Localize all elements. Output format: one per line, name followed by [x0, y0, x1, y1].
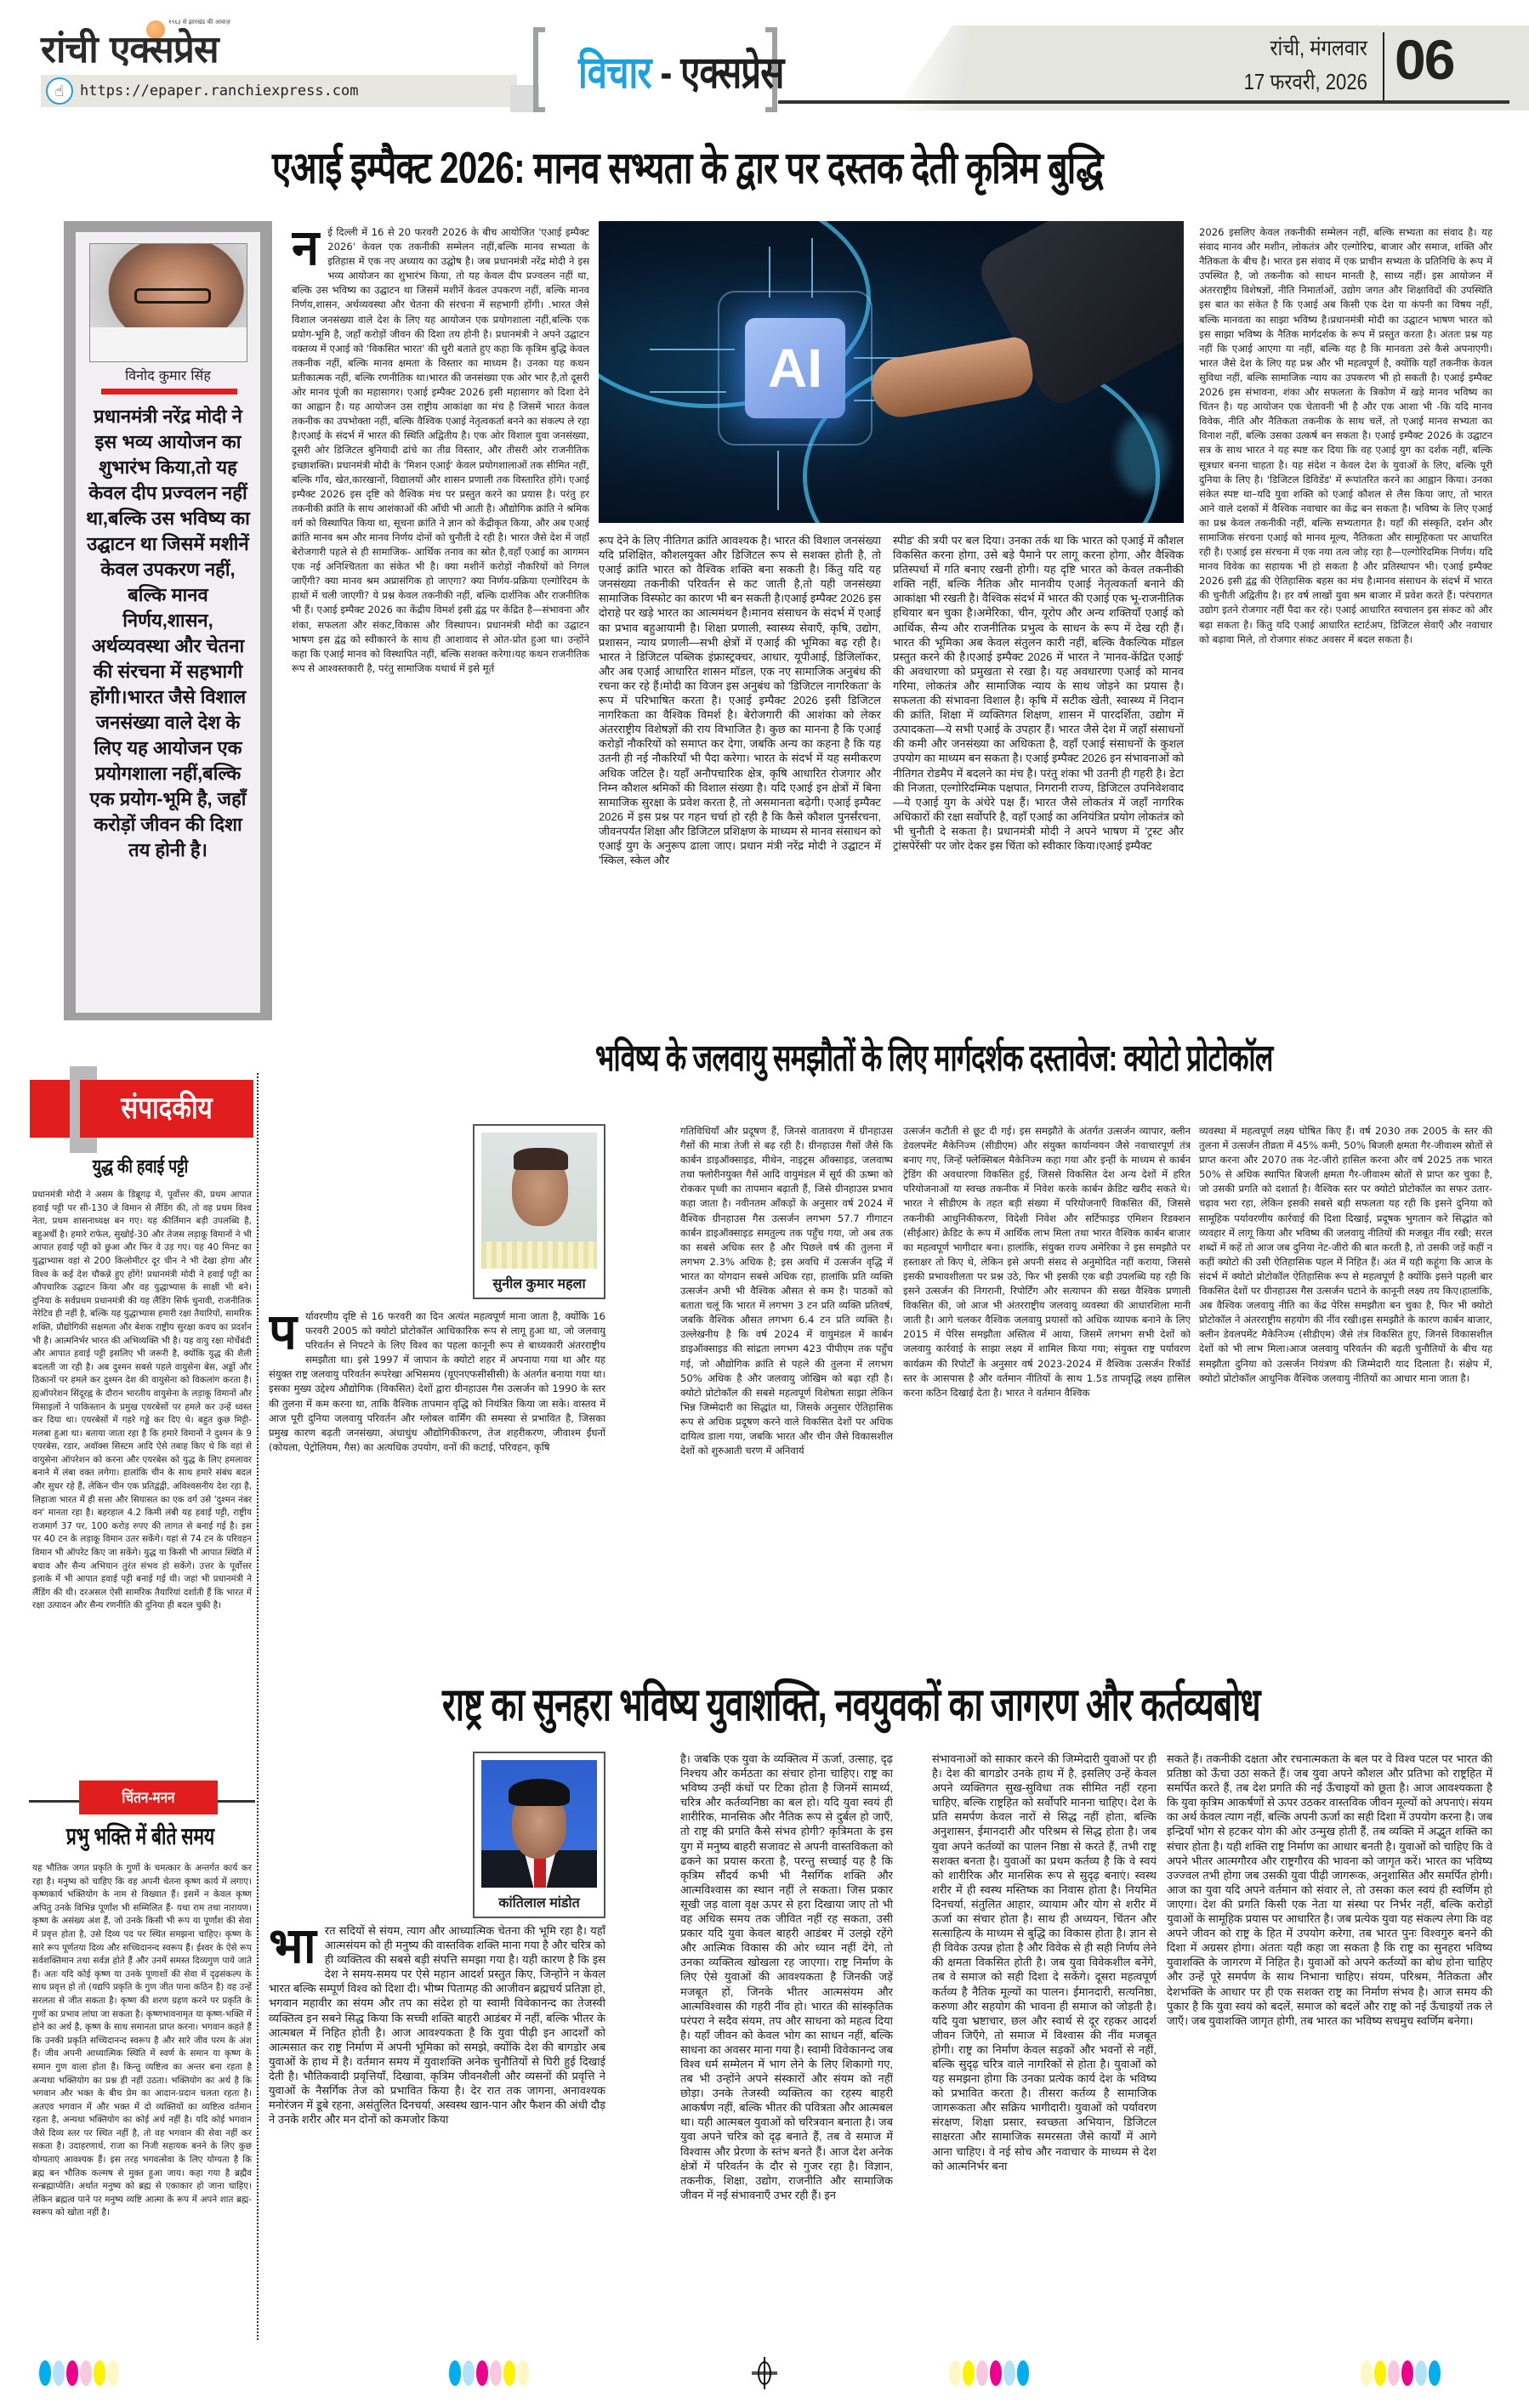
youth-col3: संभावनाओं को साकार करने की जिम्मेदारी युवाओं पर ही है। देश की बागडोर उनके हाथ में है, इसलिए उन्हें केवल अपने व्यक्तिगत सुख-सुविधा तक सीमित नहीं रहना चाहिए, बल्कि राष्ट्रहित को सर्वोपरि मानना चाहिए। देश के प्रति समर्पण केवल नारों से सिद्ध नहीं होता, बल्कि अनुशासन, ईमानदारी और परिश्रम से सिद्ध होता है। जब युवा अपने कर्तव्यों का पालन निष्ठा से करते हैं, तभी राष्ट्र सशक्त बनता है। युवाओं का प्रथम कर्तव्य है कि वे स्वयं को शारीरिक और मानसिक रूप से सुदृढ़ बनाएं। स्वस्थ शरीर में ही स्वस्थ मस्तिष्क का निवास होता है। नियमित दिनचर्या, संतुलित आहार, व्यायाम और योग से शरीर में ऊर्जा का संचार होता है। साथ ही अध्ययन, चिंतन और सत्साहित्य के माध्यम से बुद्धि का विकास होता है। ज्ञान से ही विवेक उत्पन्न होता है और विवेक से ही सही निर्णय लेने की क्षमता विकसित होती है। जब युवा विवेकशील बनेंगे, तब वे समाज को सही दिशा दे सकेंगे। दूसरा महत्वपूर्ण कर्तव्य है नैतिक मूल्यों का पालन। ईमानदारी, सत्यनिष्ठा, करुणा और सहयोग की भावना ही समाज को जोड़ती है। यदि युवा भ्रष्टाचार, छल और स्वार्थ से दूर रहकर आदर्श जीवन जिएँगे, तो समाज में विश्वास की नींव मजबूत होगी। राष्ट्र का निर्माण केवल सड़कों और भवनों से नहीं, बल्कि सुदृढ़ चरित्र वाले नागरिकों से होता है। युवाओं को यह समझना होगा कि उनका प्रत्येक कार्य देश के भविष्य को प्रभावित करता है। तीसरा कर्तव्य है सामाजिक जागरूकता और सक्रिय भागीदारी। युवाओं को पर्यावरण संरक्षण, शिक्षा प्रसार, स्वच्छता अभियान, डिजिटल साक्षरता और सामाजिक समरसता जैसे कार्यों में आगे आना चाहिए। वे नई सोच और नवाचार के माध्यम से देश को आत्मनिर्भर बना — [932, 1752, 1157, 2172]
ai-illustration-image — [599, 221, 1184, 523]
registration-color-bar-1 — [39, 2360, 119, 2386]
ai-author-inner — [76, 232, 260, 1013]
reg-light-magenta — [976, 2360, 988, 2386]
registration-color-bar-2 — [449, 2360, 529, 2386]
editorial-label: संपादकीय — [121, 1090, 213, 1125]
reg-light-yellow — [517, 2360, 529, 2386]
ai-chip-icon: AI — [745, 318, 845, 418]
circuit-trace — [769, 247, 770, 298]
ai-pull-quote: प्रधानमंत्री नरेंद्र मोदी ने इस भव्य आयोजन का शुभारंभ किया,तो यह केवल दीप प्रज्वलन नहीं था,बल्कि उस भविष्य का उद्घाटन था जिसमें मशीनें केवल उपकरण नहीं, बल्कि मानव निर्णय,शासन, अर्थव्यवस्था और चेतना की संरचना में सहभागी होंगी।भारत जैसे विशाल जनसंख्या वाले देश के लिए यह आयोजन एक प्रयोगशाला नहीं,बल्कि एक प्रयोग-भूमि है, जहाँ करोड़ों जीवन की दिशा तय होनी है। — [86, 406, 250, 860]
hand-pointer-icon: ☝ — [46, 77, 73, 105]
reg-light-magenta — [1388, 2360, 1400, 2386]
reg-light-cyan — [1415, 2360, 1427, 2386]
kyoto-col1-text: र्यावरणीय दृष्टि से 16 फरवरी का दिन अत्यंत महत्वपूर्ण माना जाता है, क्योंकि 16 फरवरी 2005 को क्योटो प्रोटोकॉल आधिकारिक रूप से लागू हुआ था, जो जलवायु परिवर्तन से निपटने के लिए विश्व का पहला कानूनी रूप से बाध्यकारी अंतरराष्ट्रीय समझौता था। इसे 1997 में जापान के क्योटो शहर में अपनाया गया था और यह संयुक्त राष्ट्र जलवायु परिवर्तन रूपरेखा अभिसमय (यूएनएफसीसीसी) के अंतर्गत बनाया गया था। इसका मुख्य उद्देश्य औद्योगिक (विकसित) देशों द्वारा ग्रीनहाउस गैस उत्सर्जन को 1990 के स्तर की तुलना में कम करना था, ताकि वैश्विक तापमान वृद्धि को नियंत्रित किया जा सके। वास्तव में आज पूरी दुनिया जलवायु परिवर्तन और ग्लोबल वार्मिंग की समस्या से प्रभावित है, जिसका प्रमुख कारण बढ़ती जनसंख्या, अंधाधुंध औद्योगिकीकरण, तेज शहरीकरण, जीवाश्म ईंधनों (कोयला, पेट्रोलियम, गैस) का अत्यधिक उपयोग, वनों की कटाई, परिवहन, कृषि — [269, 1310, 605, 1453]
photo-hair — [514, 1148, 568, 1170]
kyoto-col1 — [269, 1309, 605, 1667]
reg-light-cyan — [463, 2360, 475, 2386]
ai-author-box — [64, 221, 272, 1020]
chintan-label: चिंतन-मनन — [122, 1789, 175, 1806]
photo-shirt — [481, 1241, 597, 1269]
photo-tie — [534, 1854, 546, 1888]
reg-light-yellow — [949, 2360, 961, 2386]
kyoto-author-box — [473, 1124, 605, 1299]
registration-crosshair-icon — [755, 2357, 774, 2389]
url-bar — [41, 75, 517, 107]
author-photo-sunil — [481, 1133, 597, 1269]
column-divider-dotted — [257, 1073, 259, 2340]
youth-col4: सकते हैं। तकनीकी दक्षता और रचनात्मकता के बल पर वे विश्व पटल पर भारत की प्रतिष्ठा को ऊँचा उठा सकते हैं। जब युवा अपने कौशल और प्रतिभा को राष्ट्रहित में समर्पित करते हैं, तब देश प्रगति की नई ऊँचाइयों को छूता है। आज आवश्यकता है कि युवा कृत्रिम आकर्षणों से ऊपर उठकर वास्तविक जीवन मूल्यों को अपनाएं। संयम का अर्थ केवल त्याग नहीं, बल्कि अपनी ऊर्जा का सही दिशा में उपयोग करना है। जब इन्द्रियाँ भोग से हटकर योग की ओर उन्मुख होती हैं, तब व्यक्ति में अद्भुत शक्ति का संचार होता है। यही शक्ति राष्ट्र निर्माण का आधार बनती है। युवाओं को चाहिए कि वे अपने भीतर आत्मगौरव और राष्ट्रगौरव की भावना को जागृत करें। भारत का भविष्य उज्ज्वल तभी होगा जब उसकी युवा पीढ़ी जागरूक, अनुशासित और समर्पित होगी। आज का युवा यदि अपने वर्तमान को संवार ले, तो उसका कल स्वयं ही स्वर्णिम हो जाएगा। देश की प्रगति किसी एक नेता या संस्था पर निर्भर नहीं, बल्कि करोड़ों युवाओं के सामूहिक प्रयास पर आधारित है। जब प्रत्येक युवा यह संकल्प लेगा कि वह अपने जीवन को राष्ट्र के हित में उपयोग करेगा, तब भारत पुनः विश्वगुरु बनने की दिशा में अग्रसर होगा। अंततः यही कहा जा सकता है कि राष्ट्र का सुनहरा भविष्य युवाशक्ति के जागरण में निहित है। युवाओं को अपने कर्तव्यों का बोध होना चाहिए और उन्हें पूरे समर्पण के साथ निभाना चाहिए। संयम, परिश्रम, नैतिकता और देशभक्ति के आधार पर ही एक सशक्त राष्ट्र का निर्माण संभव है। आज समय की पुकार है कि युवा स्वयं को बदलें, समाज को बदलें और राष्ट्र को नई ऊँचाइयों तक ले जाएँ। जब युवाशक्ति जागृत होगी, तब भारत का भविष्य सचमुच स्वर्णिम बनेगा। — [1167, 1752, 1492, 2027]
section-title-express: एक्सप्रेस — [680, 48, 784, 98]
page-number-divider — [1383, 32, 1384, 100]
reg-yellow — [1374, 2360, 1386, 2386]
reg-light-yellow — [1361, 2360, 1373, 2386]
youth-headline: राष्ट्र का सुनहरा भविष्य युवाशक्ति, नवयुवकों का जागरण और कर्तव्यबोध — [442, 1679, 1260, 1730]
kyoto-dropcap: प — [269, 1309, 297, 1360]
reg-magenta — [66, 2360, 78, 2386]
author-photo-vinod — [89, 243, 247, 362]
kyoto-col2: गतिविधियाँ और प्रदूषण हैं, जिनसे वातावरण में ग्रीनहाउस गैसों की मात्रा तेजी से बढ़ रही है। ग्रीनहाउस गैसों जैसे कि कार्बन डाइऑक्साइड, मीथेन, नाइट्रस ऑक्साइड, जलवाष्प तथा फ्लोरीनयुक्त गैसें आदि वायुमंडल में सूर्य की ऊष्मा को रोककर पृथ्वी का तापमान बढ़ाती हैं, जिसे ग्रीनहाउस प्रभाव कहा जाता है। नवीनतम आँकड़ों के अनुसार वर्ष 2024 में वैश्विक ग्रीनहाउस गैस उत्सर्जन लगभग 57.7 गीगाटन कार्बन डाइऑक्साइड समतुल्य तक पहुँच गया, जो अब तक का सबसे अधिक स्तर है और पिछले वर्ष की तुलना में लगभग 2.3% अधिक है; इस अवधि में उत्सर्जन वृद्धि में भारत का योगदान सबसे अधिक रहा, हालांकि प्रति व्यक्ति उत्सर्जन अभी भी वैश्विक औसत से कम है। पाठकों को बताता चलूं कि भारत में लगभग 3 टन प्रति व्यक्ति प्रतिवर्ष, जबकि वैश्विक औसत लगभग 6.4 टन प्रति व्यक्ति है। उल्लेखनीय है कि वर्ष 2024 में वायुमंडल में कार्बन डाइऑक्साइड की सांद्रता लगभग 423 पीपीएम तक पहुँच गई, जो औद्योगिक क्रांति से पहले की तुलना में लगभग 50% अधिक है और जलवायु जोखिम को बढ़ा रही है। क्योटो प्रोटोकॉल की सबसे महत्वपूर्ण विशेषता साझा लेकिन भिन्न जिम्मेदारी का सिद्धांत था, जिसके अनुसार ऐतिहासिक रूप से अधिक प्रदूषण करने वाले विकसित देशों पर अधिक दायित्व डाला गया, जबकि भारत और चीन जैसे विकासशील देशों को शुरुआती चरण में अनिवार्य — [680, 1125, 893, 1457]
kyoto-col4: व्यवस्था में महत्वपूर्ण लक्ष्य घोषित किए हैं। वर्ष 2030 तक 2005 के स्तर की तुलना में उत्सर्जन तीव्रता में 45% कमी, 50% बिजली क्षमता गैर-जीवाश्म स्रोतों से प्राप्त करना और 2070 तक नेट-जीरो हासिल करना और वर्ष 2025 तक भारत 50% से अधिक स्थापित बिजली क्षमता गैर-जीवाश्म स्रोतों से प्राप्त कर चुका है, जो उसकी प्रगति को दशार्ता है। वैश्विक स्तर पर क्योटो प्रोटोकॉल का सफर उतार-चढ़ाव भरा रहा, लेकिन इसकी सबसे बड़ी सफलता यह रही कि इसने दुनिया को सामूहिक पर्यावरणीय कार्रवाई की दिशा दिखाई, प्रदूषक भुगतान करे सिद्धांत को व्यवहार में लागू किया और भविष्य की जलवायु नीतियों की मजबूत नींव रखी; सरल शब्दों में कहें तो आज जब दुनिया नेट-जीरो की बात करती है, तो उसकी जड़ें कहीं न कहीं क्योटो की उसी ऐतिहासिक पहल में निहित हैं। अंत में यही कहूंगा कि आज के संदर्भ में क्योटो प्रोटोकॉल ऐतिहासिक रूप से महत्वपूर्ण है क्योंकि इसने पहली बार विकसित देशों पर ग्रीनहाउस गैस उत्सर्जन घटाने के कानूनी लक्ष्य तय किए।हालांकि, अब वैश्विक जलवायु नीति का केंद्र पेरिस समझौता बन चुका है, फिर भी क्योटो प्रोटोकॉल ने अंतरराष्ट्रीय सहयोग की नींव रखी।इस समझौते के कारण कार्बन बाजार, क्लीन डेवलपमेंट मैकेनिज्म (सीडीएम) जैसे तंत्र विकसित हुए, जिनसे विकासशील देशों को भी लाभ मिला।आज जलवायु परिवर्तन की बढ़ती चुनौतियों के बीच यह समझौता दुनिया को उत्सर्जन नियंत्रण की जिम्मेदारी याद दिलाता है। संक्षेप में, क्योटो प्रोटोकॉल आधुनिक वैश्विक जलवायु नीतियों का आधार माना जाता है। — [1199, 1125, 1492, 1384]
registration-color-bar-3 — [949, 2360, 1029, 2386]
newspaper-logo — [41, 19, 296, 73]
reg-yellow — [94, 2360, 105, 2386]
ai-article-headline: एआई इम्पैक्ट 2026: मानव सभ्यता के द्वार पर दस्तक देती कृत्रिम बुद्धि — [272, 144, 1103, 193]
editorial-red-block — [30, 1080, 71, 1138]
reg-light-magenta — [490, 2360, 502, 2386]
circuit-trace — [777, 451, 779, 510]
reg-magenta — [476, 2360, 488, 2386]
reg-yellow — [963, 2360, 975, 2386]
kyoto-headline: भविष्य के जलवायु समझौतों के लिए मार्गदर्शक दस्तावेज: क्योटो प्रोटोकॉल — [595, 1037, 1273, 1079]
left-bracket-decor — [533, 27, 545, 112]
reg-light-yellow — [107, 2360, 119, 2386]
photo-glasses — [134, 288, 211, 304]
youth-col1 — [269, 1923, 605, 2348]
youth-author-name: कांतिलाल मांडोत — [498, 1896, 580, 1911]
kyoto-col3: उत्सर्जन कटौती से छूट दी गई। इस समझौते के अंतर्गत उत्सर्जन व्यापार, क्लीन डेवलपमेंट मैकेनिज्म (सीडीएम) और संयुक्त कार्यान्वयन जैसे नवाचारपूर्ण तंत्र बनाए गए, जिन्हें फ्लेक्सिबल मैकेनिज्म कहा गया और इन्हीं के माध्यम से कार्बन ट्रेडिंग की अवधारणा विकसित हुई, जिससे विकसित देश अन्य देशों में हरित परियोजनाओं या स्वच्छ तकनीक में निवेश करके कार्बन क्रेडिट खरीद सकते थे। भारत ने सीडीएम के तहत बड़ी संख्या में परियोजनाएँ विकसित कीं, जिससे तकनीकी आधुनिकीकरण, विदेशी निवेश और सर्टिफाइड एमिशन रिडक्शन (सीईआर) क्रेडिट के रूप में आर्थिक लाभ मिला तथा भारत वैश्विक कार्बन बाजार का महत्वपूर्ण भागीदार बना। हालांकि, संयुक्त राज्य अमेरिका ने इस समझौते पर हस्ताक्षर तो किए थे, लेकिन इसे अपनी संसद से अनुमोदित नहीं कराया, जिससे इसकी प्रभावशीलता पर प्रश्न उठे, फिर भी इसकी एक बड़ी उपलब्धि यह रही कि इसने उत्सर्जन की निगरानी, रिपोर्टिंग और सत्यापन की सख्त वैश्विक प्रणाली विकसित की, जो आज भी अंतरराष्ट्रीय जलवायु व्यवस्था की आधारशिला मानी जाती है। आगे चलकर वैश्विक जलवायु प्रयासों को अधिक व्यापक बनाने के लिए 2015 में पेरिस समझौता अस्तित्व में आया, जिसमें लगभग सभी देशों को जलवायु कार्रवाई के साझा लक्ष्य में शामिल किया गया; संयुक्त राष्ट्र पर्यावरण कार्यक्रम की रिपोर्टों के अनुसार वर्ष 2023-2024 में वैश्विक उत्सर्जन रिकॉर्ड स्तर के आसपास है और वर्तमान नीतियों के साथ 1.5ड तापवृद्धि लक्ष्य हासिल करना कठिन दिखाई देता है। भारत ने वर्तमान वैश्विक — [903, 1125, 1191, 1399]
epaper-url-link[interactable]: https://epaper.ranchiexpress.com — [80, 82, 359, 99]
dateline — [1244, 31, 1367, 99]
youth-col2: है। जबकि एक युवा के व्यक्तित्व में ऊर्जा, उत्साह, दृढ़ निश्चय और कर्मठता का संचार होना चाहिए। राष्ट्र का भविष्य उन्हीं कंधों पर टिका होता है जिनमें सामर्थ्य, चरित्र और कर्तव्यनिष्ठा का बल हो। यदि युवा स्वयं ही शारीरिक, मानसिक और नैतिक रूप से दुर्बल हो जाएँ, तो राष्ट्र की प्रगति कैसे संभव होगी? कृत्रिमता के इस युग में मनुष्य बाहरी सजावट से अपनी वास्तविकता को ढकने का प्रयास करता है, परन्तु सच्चाई यह है कि कृत्रिम सौंदर्य कभी भी नैसर्गिक शक्ति और आत्मविश्वास का स्थान नहीं ले सकता। जिस प्रकार सूखी जड़ वाला वृक्ष ऊपर से हरा दिखाया जाए तो भी वह अधिक समय तक जीवित नहीं रह सकता, उसी प्रकार यदि युवा केवल बाहरी आडंबर में उलझे रहेंगे और आत्मिक विकास की ओर ध्यान नहीं देंगे, तो उनका व्यक्तित्व खोखला रह जाएगा। राष्ट्र निर्माण के लिए ऐसे युवाओं की आवश्यकता है जिनकी जड़ें मजबूत हों, जिनके भीतर आत्मसंयम और आत्मविश्वास की गहरी नींव हो। भारत की सांस्कृतिक परंपरा ने सदैव संयम, तप और साधना को महत्व दिया है। यहाँ जीवन को केवल भोग का साधन नहीं, बल्कि साधना का अवसर माना गया है। स्वामी विवेकानन्द जब विश्व धर्म सम्मेलन में भाग लेने के लिए शिकागो गए, तब भी उन्होंने अपने संस्कारों और संयम को नहीं छोड़ा। उनके तेजस्वी व्यक्तित्व का रहस्य बाहरी आकर्षण नहीं, बल्कि भीतर की पवित्रता और आत्मबल था। यही आत्मबल युवाओं को चरित्रवान बनाता है। जब युवा अपने चरित्र को दृढ़ बनाते हैं, तब वे समाज में विश्वास और प्रेरणा के स्तंभ बनते हैं। आज देश अनेक क्षेत्रों में परिवर्तन के दौर से गुजर रहा है। विज्ञान, तकनीक, शिक्षा, उद्योग, राजनीति और सामाजिक जीवन में नई संभावनाएँ उभर रही हैं। इन — [680, 1752, 893, 2201]
crosshair-v — [764, 2357, 765, 2389]
registration-color-bar-4 — [1361, 2360, 1441, 2386]
ai-article-col3: स्पीड' की त्रयी पर बल दिया। उनका तर्क था कि भारत को एआई में कौशल विकसित करना होगा, उसे बड़े पैमाने पर लागू करना होगा, और वैश्विक प्रतिस्पर्धा में गति बनाए रखनी होगी। यह दृष्टि भारत को केवल तकनीकी शक्ति नहीं, बल्कि नैतिक और मानवीय एआई नेतृत्वकर्ता बनाने की आकांक्षा भी रखती है। वैश्विक संदर्भ में भारत की एआई एक भू-राजनीतिक हथियार बन चुका है।अमेरिका, चीन, यूरोप और अन्य शक्तियाँ एआई को आर्थिक, सैन्य और राजनीतिक प्रभुत्व के साधन के रूप में देख रही हैं। भारत की भूमिका अब केवल संतुलन कारी नहीं, बल्कि वैकल्पिक मॉडल प्रस्तुत करने की है।एआई इम्पैक्ट 2026 में भारत ने 'मानव-केंद्रित एआई' की अवधारणा को प्रमुखता से रखा है। यह अवधारणा एआई को मानव गरिमा, लोकतंत्र और सामाजिक न्याय के साथ जोड़ने का प्रयास है। सफलता की संभावना विशाल है। कृषि में सटीक खेती, स्वास्थ्य में निदान की क्रांति, शिक्षा में व्यक्तिगत शिक्षण, शासन में पारदर्शिता, उद्योग में उत्पादकता—ये सभी एआई के उपहार हैं। भारत जैसे देश में जहाँ संसाधनों की कमी और जनसंख्या का अधिकता है, वहाँ एआई संसाधनों के कुशल उपयोग का माध्यम बन सकता है। एआई इम्पैक्ट 2026 इन संभावनाओं को नीतिगत रोडमैप में बदलने का मंच है। परंतु शंका भी उतनी ही गहरी है। डेटा की निजता, एल्गोरिदम्मिक पक्षपात, निगरानी राज्य, डिजिटल उपनिवेशवाद—ये एआई युग के अंधेरे पक्ष हैं। भारत जैसे लोकतंत्र में जहाँ नागरिक अधिकारों की रक्षा सर्वोपरि है, वहाँ एआई का अनियंत्रित प्रयोग लोकतंत्र को भी चुनौती दे सकता है। प्रधानमंत्री मोदी ने अपने भाषण में 'ट्रस्ट और ट्रांसपेरेंसी' पर जोर देकर इस चिंता को स्वीकार किया।एआई इम्पैक्ट — [893, 534, 1184, 852]
reg-yellow — [503, 2360, 515, 2386]
ai-article-col2: रूप देने के लिए नीतिगत क्रांति आवश्यक है। भारत की विशाल जनसंख्या यदि प्रशिक्षित, कौशलयुक्त और डिजिटल रूप से सशक्त होती है, तो एआई क्रांति भारत को वैश्विक शक्ति बना सकती है। किंतु यदि यह जनसंख्या तकनीकी परिवर्तन से कट जाती है,तो यही जनसंख्या सामाजिक विस्फोट का कारण भी बन सकती है।एआई इम्पैक्ट 2026 इस दोराहे पर खड़े भारत का आत्ममंथन है।मानव संसाधन के संदर्भ में एआई का प्रभाव बहुआयामी है। शिक्षा प्रणाली, स्वास्थ्य सेवाएँ, कृषि, उद्योग, प्रशासन, न्याय प्रणाली—सभी क्षेत्रों में एआई की भूमिका बढ़ रही है।भारत ने डिजिटल पब्लिक इंफ्रास्ट्रक्चर, आधार, यूपीआई, डिजिलॉकर, और अब एआई आधारित शासन मॉडल, एक नए सामाजिक अनुबंध की रचना कर रहे हैं।मोदी का विजन इस अनुबंध को 'डिजिटल नागरिकता' के रूप में परिभाषित करता है। एआई इम्पैक्ट 2026 इसी डिजिटल नागरिकता का वैश्विक विमर्श है। बेरोजगारी की आशंका को लेकर अंतरराष्ट्रीय विशेषज्ञों की राय विभाजित है। कुछ का मानना है कि एआई करोड़ों नौकरियों को समाप्त कर देगा, जबकि अन्य का कहना है कि यह उतनी ही नई नौकरियाँ भी पैदा करेगा। भारत के संदर्भ में यह समीकरण अधिक जटिल है। यहाँ अनौपचारिक क्षेत्र, कृषि आधारित रोजगार और निम्न कौशल श्रमिकों की विशाल संख्या है। यदि एआई इन क्षेत्रों में बिना सामाजिक सुरक्षा के प्रवेश करता है, तो असमानता बढ़ेगी। एआई इम्पैक्ट 2026 में इस प्रश्न पर गहन चर्चा हो रही है कि कैसे कौशल पुनर्संरचना, जीवनपर्यंत शिक्षा और डिजिटल प्रशिक्षण के माध्यम से मानव संसाधन को एआई युग के अनुरूप ढाला जाए। प्रधान मंत्री नरेंद्र मोदी ने उद्घाटन में 'स्किल, स्केल और — [599, 534, 881, 867]
section-title — [578, 41, 784, 101]
logo-tagline: १९६३ से झारखंड की आवाज़ — [168, 19, 230, 26]
circuit-trace — [650, 391, 726, 393]
reg-light-cyan — [1003, 2360, 1015, 2386]
reg-cyan — [39, 2360, 51, 2386]
section-title-vichar: विचार — [578, 48, 651, 98]
ai-dropcap: न — [292, 225, 320, 275]
photo-hair — [509, 1779, 570, 1806]
reg-light-magenta — [80, 2360, 92, 2386]
youth-dropcap: भा — [269, 1923, 316, 1974]
ai-article-col1 — [292, 225, 589, 1020]
chintan-body: यह भौतिक जगत प्रकृति के गुणों के चमत्कार के अन्तर्गत कार्य कर रहा है। मनुष्य को चाहिए कि वह अपनी चेतना कृष्ण कार्य में लगाए। कृष्णकार्य भक्तियोग के नाम से विख्यात हैं। इसमें न केवल कृष्ण अपितु उनके विभिन्न पूर्णांश भी सम्मिलित हैं- यथा राम तथा नारायण। कृष्ण के असंख्य अंश हैं, जो उनके किसी भी रूप या पूर्णांश की सेवा में प्रवृत्त होता है, उसे दिव्य पद पर स्थित समझना चाहिए। कृष्ण के सारे रूप पूर्णतया दिव्य और सच्चिदानन्द स्वरूप हैं। ईश्वर के ऐसे रूप सर्वशक्तिमान तथा सर्वज्ञ होते हैं और उनमें समस्त दिव्यगुण पाये जाते हैं। अतः यदि कोई कृष्ण या उनके पूणाशों की सेवा में दृढ़संकल्प के साथ प्रवृत्त हो तो (यद्यपि प्रकृति के गुण जीत पाना कठिन है) वह उन्हें सरलता से जीत सकता है। कृष्ण की शरण ग्रहण करने पर प्रकृति के गुणों का प्रभाव लांघा जा सकता है। कृष्णभावनामृत या कृष्ण-भक्ति में होने का अर्थ है, कृष्ण के साथ समानता प्राप्त करना। भगवान कहते हैं कि उनकी प्रकृति सच्चिदानन्द स्वरूप है और सारे जीव परम के अंश हैं। जीव अपनी आध्यात्मिक स्थिति में स्वर्ण के समान या कृष्ण के समान गुण वाला होता है। किन्तु व्यष्टित्व का अन्तर बना रहता है अन्यथा भक्तियोग का प्रश्न ही नहीं उठता। भक्तियोग का अर्थ है कि भगवान और भक्त के बीच प्रेम का आदान-प्रदान चलता रहता है। अतएव भगवान में और भक्त में दो व्यक्तियों का व्यष्टित्व वर्तमान रहता है, अन्यथा भक्तियोग का कोई अर्थ नहीं है। यदि कोई भगवान जैसे दिव्य स्तर पर स्थित नहीं है, तो वह भगवान की सेवा नहीं कर सकता है। उदाहरणार्थ, राजा का निजी सहायक बनने के लिए कुछ योग्यताएं आवश्यक हैं। इस तरह भगवत्सेवा के लिए योग्यता है कि ब्रह्म बन भौतिक कल्मष से मुक्त हुआ जाय। कहा गया है ब्रह्मैव सन्ब्रह्माप्येति। अर्थात मनुष्य को ब्रह्म से एकाकार हो जाना चाहिए। लेकिन ब्रह्मत्व पाने पर मनुष्य व्यष्टि आत्मा के रूप में अपने शात ब्रह्म-स्वरूप को खोता नहीं है। — [32, 1863, 252, 2218]
ai-author-name: विनोद कुमार सिंह — [125, 367, 211, 383]
bokeh-light — [1117, 417, 1168, 493]
date-underline — [778, 100, 1509, 104]
logo-text: रांची एक्सप्रेस — [41, 28, 219, 71]
reg-cyan — [1429, 2360, 1441, 2386]
city-day: रांची, मंगलवार — [1270, 35, 1367, 60]
kyoto-author-name: सुनील कुमार महला — [492, 1277, 586, 1292]
reg-magenta — [990, 2360, 1002, 2386]
youth-author-box — [473, 1752, 605, 1918]
reg-cyan — [449, 2360, 461, 2386]
page-number: 06 — [1395, 28, 1454, 91]
author-photo-kantilal — [481, 1760, 597, 1888]
reg-light-cyan — [53, 2360, 65, 2386]
reg-magenta — [1401, 2360, 1413, 2386]
ai-col1-text: ई दिल्ली में 16 से 20 फरवरी 2026 के बीच आयोजित 'एआई इम्पैक्ट 2026' केवल एक तकनीकी सम्मेलन नहीं,बल्कि मानव सभ्यता के इतिहास में एक नए अध्याय का उद्घोष है। जब प्रधानमंत्री नरेंद्र मोदी ने इस भव्य आयोजन का शुभारंभ किया, तो यह केवल दीप प्रज्वलन नहीं था, बल्कि उस भविष्य का उद्घाटन था जिसमें मशीनें केवल उपकरण नहीं, बल्कि मानव निर्णय,शासन, अर्थव्यवस्था और चेतना की संरचना में सहभागी होंगी। .भारत जैसे विशाल जनसंख्या वाले देश के लिए यह आयोजन एक प्रयोगशाला नहीं,बल्कि एक प्रयोग-भूमि है, जहाँ करोड़ों जीवन की दिशा तय होनी है। प्रधानमंत्री ने अपने उद्घाटन वक्तव्य में एआई को 'विकसित भारत' की धुरी बताते हुए कहा कि कृत्रिम बुद्धि केवल तकनीक नहीं, बल्कि मानव क्षमता के विस्तार का माध्यम है। उनका यह कथन प्रतीकात्मक नहीं, बल्कि रणनीतिक था।भारत की जनसंख्या एक ओर भार है,तो दूसरी ओर मानव पूंजी का महासागर। एआई इम्पैक्ट 2026 इसी महासागर को दिशा देने का आह्वान है। यह आयोजन उस राष्ट्रीय आकांक्षा का मंच है जिसमें भारत केवल तकनीक का उपभोक्ता नहीं, बल्कि वैश्विक एआई नेतृत्वकर्ता बनने का संकल्प ले रहा है।एआई के संदर्भ में भारत की स्थिति अद्वितीय है। एक ओर विशाल युवा जनसंख्या, दूसरी ओर डिजिटल बुनियादी ढांचे का तीव्र विस्तार, और तीसरी ओर राजनीतिक इच्छाशक्ति। प्रधानमंत्री मोदी के 'मिशन एआई' केवल प्रयोगशालाओं तक सीमित नहीं, बल्कि गाँव, खेत,कारखानों, विद्यालयों और शासन प्रणाली तक विस्तारित होंगे। एआई इम्पैक्ट 2026 इस दृष्टि को वैश्विक मंच पर प्रस्तुत करने का प्रयास है। परंतु हर तकनीकी क्रांति के साथ आशंकाओं की आँधी भी आती है। औद्योगिक क्रांति ने श्रमिक वर्ग को विस्थापित किया था, सूचना क्रांति ने ज्ञान को केंद्रीकृत किया, और अब एआई क्रांति मानव श्रम और मानव निर्णय दोनों को चुनौती दे रही है। भारत जैसे देश में जहाँ बेरोजगारी पहले से ही सामाजिक- आर्थिक तनाव का स्रोत है,वहाँ एआई का आगमन एक नई अनिश्चितता का संकेत भी है। क्या मशीनें करोड़ों नौकरियों को निगल जाएँगी? क्या मानव श्रम अप्रासंगिक हो जाएगा? क्या निर्णय-प्रक्रिया एल्गोरिदम के हाथों में चली जाएगी? ये प्रश्न केवल तकनीकी नहीं, बल्कि दार्शनिक और राजनीतिक भी हैं। एआई इम्पैक्ट 2026 का केंद्रीय विमर्श इसी द्वंद्व पर केंद्रित है—संभावना और शंका, सफलता और संकट,विकास और विस्थापन। प्रधानमंत्री मोदी का उद्घाटन भाषण इस द्वंद्व को स्वीकारने के साथ ही आशावाद से ओत-प्रोत हुआ था। उन्होंने कहा कि एआई मानव को विस्थापित नहीं, बल्कि सशक्त करेगा।यह कथन राजनीतिक रूप से आश्वस्तकारी है, परंतु सामाजिक यथार्थ में इसे मूर्त — [292, 226, 589, 674]
section-title-sep: - — [651, 48, 681, 98]
author-red-rule — [101, 389, 237, 395]
photo-shirt — [90, 327, 247, 361]
editorial-title: युद्ध की हवाई पट्टी — [92, 1156, 189, 1177]
circuit-trace — [811, 238, 813, 298]
editorial-body: प्रधानमंत्री मोदी ने असम के डिब्रूगढ़ में, पूर्वोत्तर की, प्रथम आपात हवाई पट्टी पर सी-130 जे विमान से लैंडिंग की, तो वह प्रथम विश्व नेता, प्रथम शासनाध्यक्ष बन गए। यह कीर्तिमान बड़ी उपलब्धि है, बहुअर्थी है। हमारे राफेल, सुखोई-30 और तेजस लड़ाकू विमानों ने भी आपात हवाई पट्टी को छुआ और फिर वे उड़ गए। यह 40 मिनट का युद्धाभ्यास वहां से 200 किलोमीटर दूर चीन ने भी देखा होगा और विश्व के कई देश चौकन्ने हुए होंगे! प्रधानमंत्री मोदी ने हवाई पट्टी का औपचारिक उद्घाटन किया और वह युद्धाभ्यास के साक्षी भी बने। दुनिया के सर्वप्रथम प्रधानमंत्री की यह लैंडिंग सिर्फ चुनावी, राजनीतिक नेरेटिव ही नहीं है, बल्कि यह युद्धाभ्यास हमारी रक्षा तैयारियों, सामरिक शक्ति, प्रौद्योगिकी सक्षमता और बेशक राष्ट्रीय सुरक्षा कवच का प्रदर्शन भी है। आत्मनिर्भर भारत की अभिव्यक्ति भी है। यह वायु रक्षा मोर्चेबंदी और आपात हवाई पट्टी इसलिए भी जरूरी है, क्योंकि युद्ध की शैली बदलती जा रही है। अब दुश्मन सबसे पहले वायुसेना बेस, अड्डों और ठिकानों पर हमले कर दुश्मन देश की वायुसेना को विकलांग करता है। ह्यऑपरेशन सिंदूरह्व के दौरान भारतीय वायुसेना के लड़ाकू विमानों और मिसाइलों ने पाकिस्तान के प्रमुख एयरबेसों पर हमले कर उन्हें ध्वस्त कर दिया था। एयरबेसों में गहरे गड्ढे कर दिए थे। बहुत कुछ मिट्टी-मलबा हुआ था। बताया जाता रहा है कि हमारे विमानों ने दुश्मन के 9 एयरबेस, रडार, अवॉक्स सिस्टम आदि ऐसे तबाह किए थे कि वहां से वायुसेना ऑपरेशन को करना और एयरबेस को युद्ध के लिए हमलावर बनाने में लंबा वक्त लगेगा। हालांकि चीन के साथ हमारे संबंध बदल और सुधर रहे हैं, लेकिन चीन एक प्रतिद्वंद्वी, अविश्वसनीय देश रहा है, लिहाजा भारत में ही सत्ता और सियासत का एक वर्ग उसे 'दुश्मन नंबर वन' मानता रहा है। बहरहाल 4.2 किमी लंबी यह हवाई पट्टी, राष्ट्रीय राजमार्ग 37 पर, 100 करोड़ रुपए की लागत से बनाई गई है। इस पर 40 टन के लड़ाकू विमान उतर सकेंगे। यहां से 74 टन के परिवहन विमान भी ऑपरेट किए जा सकेंगे। युद्ध या किसी भी आपात स्थिति में बचाव और सैन्य अभियान तुरंत संभव हो सकेंगे। उत्तर के पूर्वोत्तर इलाके में भी आपात हवाई पट्टी बनाई गई थी। जहां भी प्रधानमंत्री ने लैंडिंग की थी। दरअसल ऐसी सामरिक तैयारियां दर्शाती हैं कि भारत में रक्षा उत्पादन और सैन्य रणनीति की दुनिया ही बदल चुकी है। — [32, 1190, 252, 1611]
youth-col1-text: रत सदियों से संयम, त्याग और आध्यात्मिक चेतना की भूमि रहा है। यहाँ आत्मसंयम को ही मनुष्य की वास्तविक शक्ति माना गया है और चरित्र को ही व्यक्तित्व की सबसे बड़ी संपत्ति समझा गया है। यही कारण है कि इस देश ने समय-समय पर ऐसे महान आदर्श प्रस्तुत किए, जिन्होंने न केवल भारत बल्कि सम्पूर्ण विश्व को दिशा दी। भीष्म पितामह की आजीवन ब्रह्मचर्य प्रतिज्ञा हो, भगवान महावीर का संयम और तप का संदेश हो या स्वामी विवेकानन्द का तेजस्वी व्यक्तित्व इन सबने सिद्ध किया कि सच्ची शक्ति बाहरी आडंबर में नहीं, बल्कि भीतर के आत्मबल में निहित होती है। आज आवश्यकता है कि युवा पीढ़ी इन आदर्शों को आत्मसात कर राष्ट्र निर्माण में अपनी भूमिका को समझे, क्योंकि देश की बागडोर अब युवाओं के हाथ में है। वर्तमान समय में युवाशक्ति अनेक चुनौतियों से घिरी हुई दिखाई देती है। भौतिकवादी प्रवृत्तियाँ, दिखावा, कृत्रिम जीवनशैली और व्यसनों की प्रवृत्ति ने युवाओं के नैसर्गिक तेज को प्रभावित किया है। देर रात तक जागना, अनावश्यक मनोरंजन में डूबे रहना, असंतुलित दिनचर्या, अस्वस्थ खान-पान और फैशन की अंधी दौड़ ने उनके शरीर और मन दोनों को कमजोर किया — [269, 1924, 605, 2127]
issue-date: 17 फरवरी, 2026 — [1243, 69, 1367, 94]
chintan-title: प्रभु भक्ति में बीते समय — [65, 1823, 215, 1849]
ai-article-col4: 2026 इसलिए केवल तकनीकी सम्मेलन नहीं, बल्कि सभ्यता का संवाद है। यह संवाद मानव और मशीन, लोकतंत्र और एल्गोरिद्म, बाजार और समाज, शक्ति और नैतिकता के बीच है। भारत इस संवाद में एक प्राचीन सभ्यता के प्रतिनिधि के रूप में उपस्थित है, जो तकनीक को साधन मानती है, साध्य नहीं। इस आयोजन में अंतरराष्ट्रीय विशेषज्ञों, नीति निमार्ताओं, उद्योग जगत और शिक्षाविदों की उपस्थिति इस बात का संकेत है कि एआई अब किसी एक देश या कंपनी का विषय नहीं, बल्कि मानवता का साझा भविष्य है।प्रधानमंत्री मोदी का उद्घाटन भाषण भारत को इस साझा भविष्य के नैतिक मार्गदर्शक के रूप में प्रस्तुत करता है। अंततः प्रश्न यह नहीं कि एआई आएगा या नहीं, बल्कि यह है कि मानवता उसे कैसे अपनाएगी। भारत जैसे देश के लिए यह प्रश्न और भी महत्वपूर्ण है, क्योंकि यहाँ तकनीक केवल सुविधा नहीं, बल्कि सामाजिक न्याय का उपकरण भी हो सकती है। एआई इम्पैक्ट 2026 इस संभावना, शंका और सफलता के त्रिकोण में खड़े मानव भविष्य का चिंतन है। यह आयोजन एक चेतावनी भी है और एक आशा भी -कि यदि मानव विवेक, नीति और नैतिकता तकनीक के साथ चलें, तो एआई मानव सभ्यता का विनाश नहीं, बल्कि उसका उत्कर्ष बन सकता है। एआई इम्पैक्ट 2026 के उद्घाटन सत्र के साथ भारत ने यह स्पष्ट कर दिया कि वह एआई युग का दर्शक नहीं, बल्कि सूत्रधार बनना चाहता है। यह संदेश न केवल देश के युवाओं के लिए, बल्कि पूरी दुनिया के लिए है। 'डिजिटल डिविडेंड' में रूपांतरित करने का आह्वान किया। उनका संकेत स्पष्ट था–यदि युवा शक्ति को एआई कौशल से लैस किया जाए, तो भारत आने वाले दशकों में वैश्विक नवाचार का केंद्र बन सकता है। भविष्य के लिए एआई का प्रश्न केवल तकनीकी नहीं, बल्कि सभ्यतागत है। यहाँ की संस्कृति, दर्शन और सामाजिक संरचना एआई को मानव मूल्य, नैतिकता और सामूहिकता पर आधारित रही है। एआई इस संरचना में एक नया तत्व जोड़ रहा है—एल्गोरिदमिक निर्णय। यदि मानव विवेक का सहायक भी हो सकता है और प्रतिस्थापन भी। एआई इम्पैक्ट 2026 इसी द्वंद्व की ऐतिहासिक बहस का मंच है।मानव संसाधन के संदर्भ में भारत की चुनौती अद्वितीय है। हर वर्ष लाखों युवा श्रम बाजार में प्रवेश करते हैं। परंपरागत उद्योग इतने रोजगार नहीं पैदा कर रहे। एआई आधारित स्वचालन इस संकट को और बढ़ा सकता है। किंतु यदि एआई आधारित स्टार्टअप, डिजिटल सेवाएँ और नवाचार को बढ़ावा मिले, तो रोजगार संकट अवसर में बदल सकता है। — [1199, 226, 1492, 645]
reg-cyan — [1017, 2360, 1029, 2386]
